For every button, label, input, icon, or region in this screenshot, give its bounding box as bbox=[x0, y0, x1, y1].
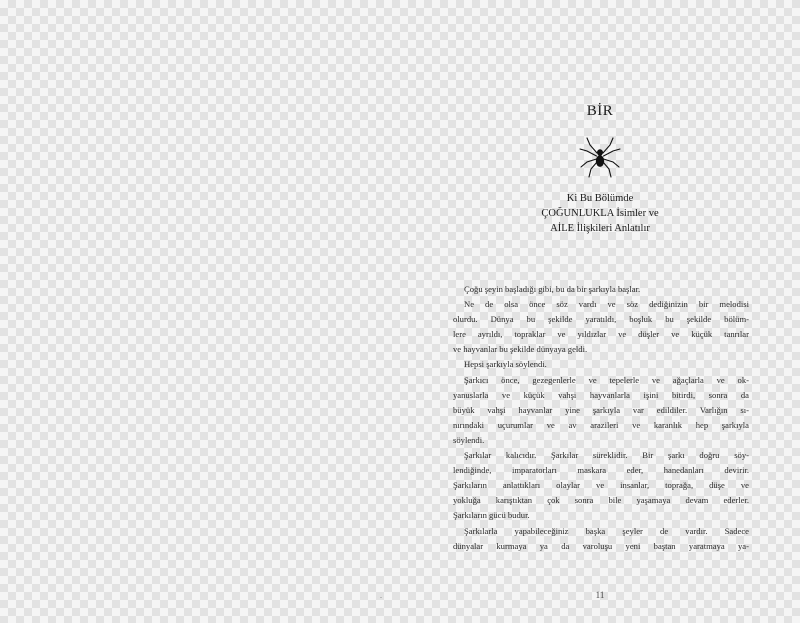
text-line: Şarkılar kalıcıdır. Şarkılar süreklidir. Bir şarkı doğru söy- bbox=[464, 450, 749, 461]
chapter-title-line: ÇOĞUNLUKLA İsimler ve bbox=[541, 208, 659, 219]
text-line: Şarkıların anlattıkları olaylar ve insanlar, toprağa, düşe ve bbox=[453, 480, 749, 491]
spider-icon bbox=[578, 136, 622, 180]
chapter-title bbox=[400, 191, 800, 236]
text-line: nırındaki uçurumlar ve av arazileri ve karanlık hep şarkıyla bbox=[453, 419, 749, 430]
book-page bbox=[380, 0, 800, 623]
text-line: Şarkıcı önce, gezegenlerle ve tepelerle ve ağaçlarla ve ok- bbox=[464, 374, 749, 385]
text-line: dünyalar kurmaya ya da varoluşu yeni baştan yaratmaya ya- bbox=[453, 540, 749, 551]
chapter-number: BİR bbox=[586, 103, 614, 119]
text-line: söylendi. bbox=[453, 434, 485, 445]
chapter-body-text bbox=[453, 282, 749, 554]
text-line: yokluğa karıştıktan çok sonra bile yaşamaya devam ederler. bbox=[453, 495, 749, 506]
text-line: yanuslarla ve küçük vahşi hayvanlarla işini bitirdi, sonra da bbox=[453, 389, 749, 400]
text-line: lere ayrıldı, topraklar ve yıldızlar ve düşler ve küçük tanrılar bbox=[453, 329, 749, 340]
left-page-mark: . bbox=[380, 591, 382, 600]
text-line: büyük vahşi hayvanlar yine şarkıyla var edildiler. Varlığın sı- bbox=[453, 404, 749, 415]
text-line: olurdu. Dünya bu şekilde yaratıldı, boşluk bu şekilde bölüm- bbox=[453, 314, 749, 325]
text-line: Şarkıların gücü budur. bbox=[453, 510, 530, 521]
chapter-title-line: AİLE İlişkileri Anlatılır bbox=[550, 223, 650, 234]
text-line: Şarkılarla yapabileceğiniz başka şeyler de vardır. Sadece bbox=[464, 525, 749, 536]
text-line: Çoğu şeyin başladığı gibi, bu da bir şarkıyla başlar. bbox=[464, 284, 641, 294]
text-line: ve hayvanlar bu şekilde dünyaya geldi. bbox=[453, 344, 588, 355]
chapter-title-line: Ki Bu Bölümde bbox=[566, 193, 634, 204]
text-line: lendiğinde, imparatorları maskara eder, hanedanları devirir. bbox=[453, 465, 749, 476]
text-line: Hepsi şarkıyla söylendi. bbox=[464, 359, 547, 370]
text-line: Ne de olsa önce söz vardı ve söz dediğinizin bir melodisi bbox=[464, 299, 749, 310]
page-number: 11 bbox=[595, 590, 605, 600]
